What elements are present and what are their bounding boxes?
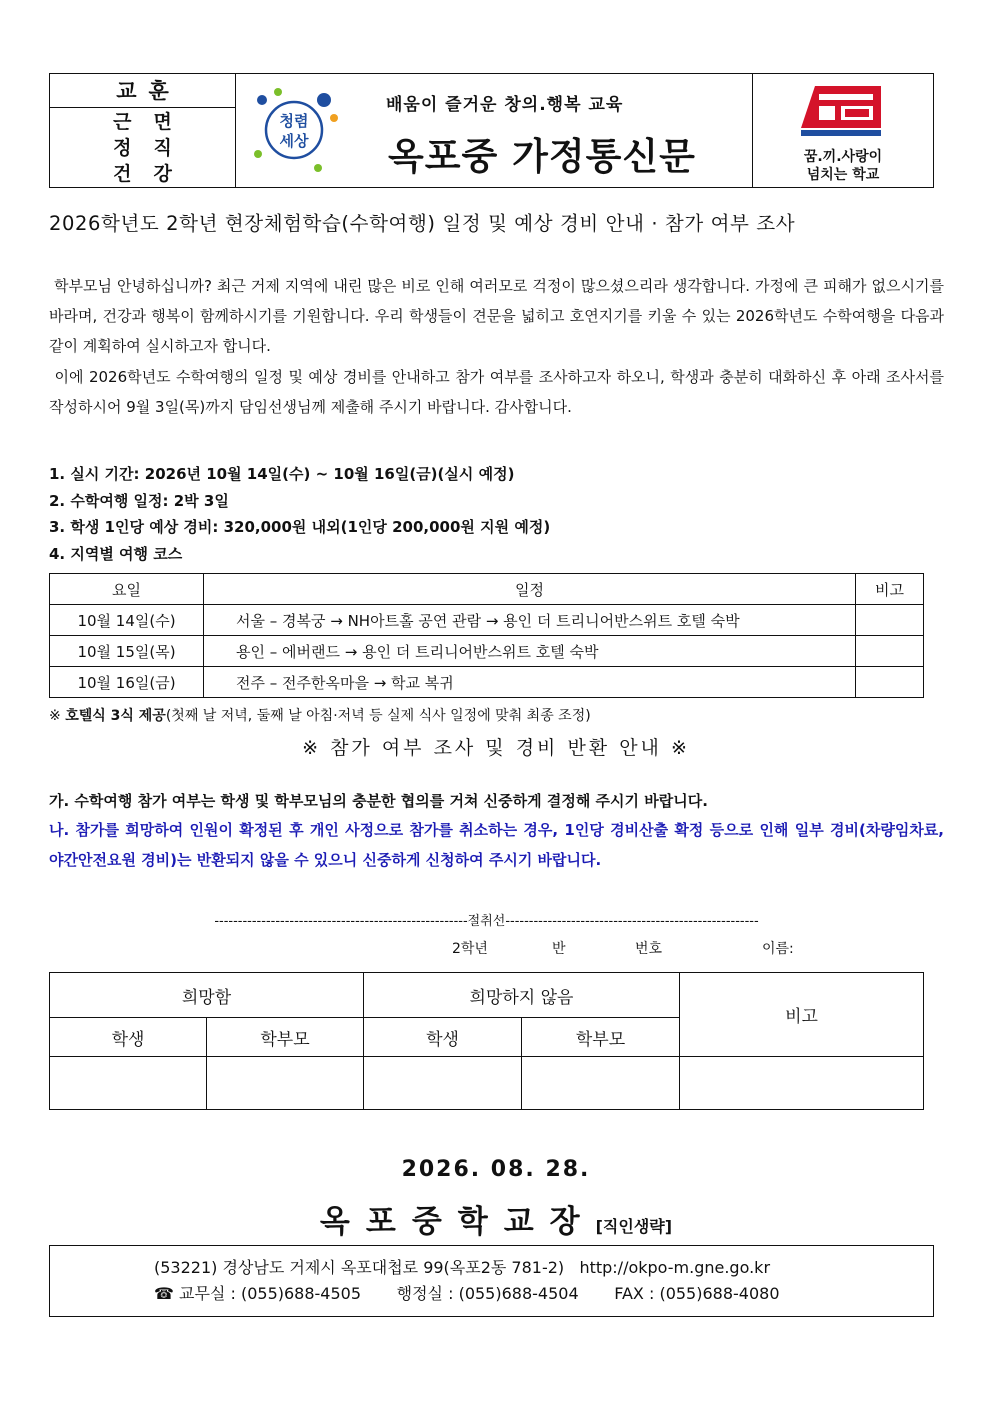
schedule-day: 10월 15일(목) xyxy=(50,636,204,667)
motto-title: 교훈 xyxy=(50,74,235,108)
svg-text:청렴: 청렴 xyxy=(279,112,309,130)
principal-name: 옥포중학교장 xyxy=(319,1204,596,1240)
participation-survey-table xyxy=(49,972,924,1110)
school-contact-footer xyxy=(49,1245,934,1317)
motto-line-honesty: 정직 xyxy=(113,136,194,159)
class-label: 반 xyxy=(552,941,566,957)
survey-heading: ※ 참가 여부 조사 및 경비 반환 안내 ※ xyxy=(302,737,690,759)
request-text: 이에 2026학년도 수학여행의 일정 및 예상 경비를 안내하고 참가 여부를 조사하고자 하오니, 학생과 충분히 대화하신 후 아래 조사서를 작성하시어 9월 3일(목)까지 담임선생님께 제출해 주시기 바랍니다. 감사합니다. xyxy=(49,368,944,416)
motto-line-health: 건강 xyxy=(113,162,194,185)
trip-info-list xyxy=(49,461,550,567)
issue-date: 2026. 08. 28. xyxy=(401,1157,591,1182)
schedule-note xyxy=(856,667,924,698)
notice-participation: 가. 수학여행 참가 여부는 학생 및 학부모님의 충분한 협의를 거쳐 신중하게 결정해 주시기 바랍니다. xyxy=(49,792,708,810)
footer-address-line xyxy=(154,1255,933,1281)
info-schedule: 2. 수학여행 일정: 2박 3일 xyxy=(49,491,229,510)
school-motto-line2: 넘치는 학교 xyxy=(806,167,880,183)
clean-world-logo-icon xyxy=(248,84,340,176)
header-center xyxy=(236,74,753,187)
survey-want-student-cell[interactable] xyxy=(50,1057,207,1110)
name-label: 이름: xyxy=(762,941,794,957)
survey-want-header: 희망함 xyxy=(50,973,364,1018)
school-motto-line1: 꿈.끼.사랑이 xyxy=(803,149,883,165)
meal-note-bold: 호텔식 3식 제공 xyxy=(65,708,166,724)
phone-icon: ☎ xyxy=(154,1284,174,1303)
request-paragraph xyxy=(49,362,944,422)
survey-want-student: 학생 xyxy=(50,1018,207,1057)
footer-contact-line xyxy=(154,1281,933,1307)
survey-want-parent-cell[interactable] xyxy=(207,1057,364,1110)
cut-line-dashes-right: ------------------------------------------------------ xyxy=(505,914,759,929)
schedule-plan: 전주 – 전주한옥마을 → 학교 복귀 xyxy=(204,667,856,698)
cut-line-label: 절취선 xyxy=(467,914,506,929)
greeting-paragraph xyxy=(49,271,944,361)
schedule-day: 10월 16일(금) xyxy=(50,667,204,698)
meal-note-mark: ※ xyxy=(49,708,66,724)
table-row xyxy=(50,667,924,698)
survey-not-want-parent: 학부모 xyxy=(522,1018,680,1057)
footer-url[interactable]: http://okpo-m.gne.go.kr xyxy=(579,1258,771,1277)
schedule-header-row xyxy=(50,574,924,605)
newsletter-header xyxy=(49,73,934,188)
motto-line-diligence: 근면 xyxy=(113,110,194,133)
info-period: 1. 실시 기간: 2026년 10월 14일(수) ~ 10월 16일(금)(실시 예정) xyxy=(49,465,515,483)
footer-address: (53221) 경상남도 거제시 옥포대첩로 99(옥포2동 781-2) xyxy=(154,1258,565,1277)
grade-label: 2학년 xyxy=(452,941,488,957)
table-row xyxy=(50,636,924,667)
table-row xyxy=(50,605,924,636)
survey-not-want-parent-cell[interactable] xyxy=(522,1057,680,1110)
survey-header-row xyxy=(50,973,924,1018)
survey-not-want-student: 학생 xyxy=(364,1018,522,1057)
number-label: 번호 xyxy=(635,941,663,957)
notice-refund: 나. 참가를 희망하여 인원이 확정된 후 개인 사정으로 참가를 취소하는 경우, 1인당 경비산출 확정 등으로 인해 일부 경비(차량임차료, 야간안전요원 경비)는 반환되지 않을 수 있으니 신중하게 신청하여 주시기 바랍니다. xyxy=(49,821,944,869)
info-course: 4. 지역별 여행 코스 xyxy=(49,544,183,563)
schedule-plan: 서울 – 경복궁 → NH아트홀 공연 관람 → 용인 더 트리니어반스위트 호텔 숙박 xyxy=(204,605,856,636)
survey-note-cell[interactable] xyxy=(680,1057,924,1110)
survey-answer-row xyxy=(50,1057,924,1110)
motto-box xyxy=(50,74,236,187)
survey-not-want-student-cell[interactable] xyxy=(364,1057,522,1110)
info-cost: 3. 학생 1인당 예상 경비: 320,000원 내외(1인당 200,000원 지원 예정) xyxy=(49,518,551,536)
school-motto xyxy=(753,148,933,184)
survey-note-header: 비고 xyxy=(680,973,924,1057)
greeting-text: 학부모님 안녕하십니까? 최근 거제 지역에 내린 많은 비로 인해 여러모로 걱정이 많으셨으리라 생각합니다. 가정에 큰 피해가 없으시기를 바라며, 건강과 행복이 함께하시기를 기원합니다. 우리 학생들이 견문을 넓히고 호연지기를 키울 수 있는 2026학년도 수학여행을 다음과 같이 계획하여 실시하고자 합니다. xyxy=(49,277,944,355)
schedule-header-note: 비고 xyxy=(856,574,924,605)
schedule-header-day: 요일 xyxy=(50,574,204,605)
schedule-header-plan: 일정 xyxy=(204,574,856,605)
education-slogan: 배움이 즐거운 창의.행복 교육 xyxy=(386,95,624,115)
meal-note-detail: (첫째 날 저녁, 둘째 날 아침·저녁 등 실제 식사 일정에 맞춰 최종 조정) xyxy=(165,708,591,724)
cut-line xyxy=(49,910,924,929)
footer-academic-office: 교무실 : (055)688-4505 xyxy=(179,1284,362,1303)
footer-admin-office: 행정실 : (055)688-4504 xyxy=(396,1284,579,1303)
schedule-plan: 용인 – 에버랜드 → 용인 더 트리니어반스위트 호텔 숙박 xyxy=(204,636,856,667)
footer-fax: FAX : (055)688-4080 xyxy=(614,1284,780,1303)
schedule-note xyxy=(856,605,924,636)
schedule-table xyxy=(49,573,924,698)
meal-note xyxy=(49,705,591,725)
document-title: 2026학년도 2학년 현장체험학습(수학여행) 일정 및 예상 경비 안내 · 참가 여부 조사 xyxy=(49,212,796,235)
newsletter-title: 옥포중 가정통신문 xyxy=(388,135,696,178)
survey-not-want-header: 희망하지 않음 xyxy=(364,973,680,1018)
school-logo-icon xyxy=(795,80,887,140)
survey-want-parent: 학부모 xyxy=(207,1018,364,1057)
cut-line-dashes-left: ------------------------------------------------------ xyxy=(214,914,468,929)
seal-note: [직인생략] xyxy=(595,1217,673,1236)
schedule-day: 10월 14일(수) xyxy=(50,605,204,636)
motto-lines xyxy=(50,108,235,187)
principal-signature xyxy=(0,1196,992,1241)
schedule-note xyxy=(856,636,924,667)
svg-text:세상: 세상 xyxy=(279,132,309,150)
header-right xyxy=(753,74,933,187)
